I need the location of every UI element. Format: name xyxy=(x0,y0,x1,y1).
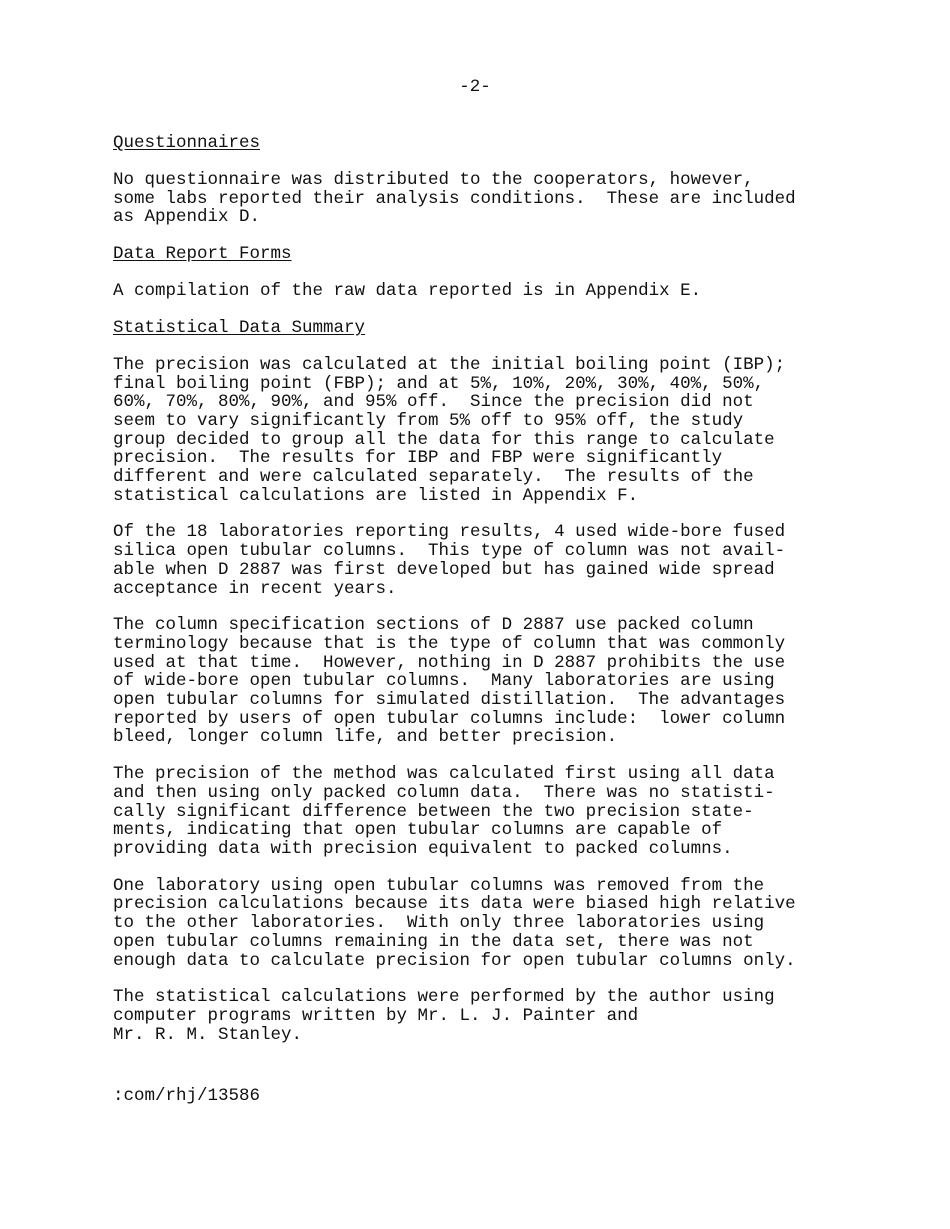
paragraph-precision-calculation: The precision was calculated at the initial boiling point (IBP); final boiling point (FBP); and at 5%, 10%, 20%, 30%, 40%, 50%, 60%, 70%, 80%, 90%, and 95% off. Since the precision did not seem to vary significantly from 5% off to 95% off, the study group decided to group all the data for this range to calculate precision. The results for IBP and FBP were significantly different and were calculated separately. The results of the statistical calculations are listed in Appendix F. xyxy=(113,354,786,506)
paragraph-data-report-forms: A compilation of the raw data reported is in Appendix E. xyxy=(113,281,702,302)
document-body xyxy=(113,134,913,1044)
section-heading-data-report-forms: Data Report Forms xyxy=(113,244,292,265)
paragraph-column-specification: The column specification sections of D 2887 use packed column terminology because that is the type of column that was commonly used at that time. However, nothing in D 2887 prohibits the use of wide-bore open tubular columns. Many laboratories are using open tubular columns for simulated distillation. The advantages reported by users of open tubular columns include: lower column bleed, longer column life, and better precision. xyxy=(113,615,786,748)
paragraph-author-credits: The statistical calculations were performed by the author using computer programs written by Mr. L. J. Painter and Mr. R. M. Stanley. xyxy=(113,987,775,1045)
section-heading-questionnaires: Questionnaires xyxy=(113,133,261,153)
paragraph-questionnaires: No questionnaire was distributed to the cooperators, however, some labs reported their analysis conditions. These are included as Appendix D. xyxy=(113,170,796,228)
paragraph-precision-method: The precision of the method was calculated first using all data and then using only packed column data. There was no statisti- cally significant difference between the two precision state- ments, indicating that open tubular columns are capable of providing data with precision equivalent to packed columns. xyxy=(113,764,775,859)
paragraph-laboratories: Of the 18 laboratories reporting results, 4 used wide-bore fused silica open tubular columns. This type of column was not avail- able when D 2887 was first developed but has gained wide spread acceptance in recent years. xyxy=(113,522,786,599)
section-heading-statistical-data-summary: Statistical Data Summary xyxy=(113,317,366,338)
page-number: -2- xyxy=(459,77,491,97)
footer-reference: :com/rhj/13586 xyxy=(113,1086,261,1106)
paragraph-laboratory-removed: One laboratory using open tubular columns was removed from the precision calculations because its data were biased high relative to the other laboratories. With only three laboratories using open tubular columns remaining in the data set, there was not enough data to calculate precision for open tubular columns only. xyxy=(113,875,796,971)
